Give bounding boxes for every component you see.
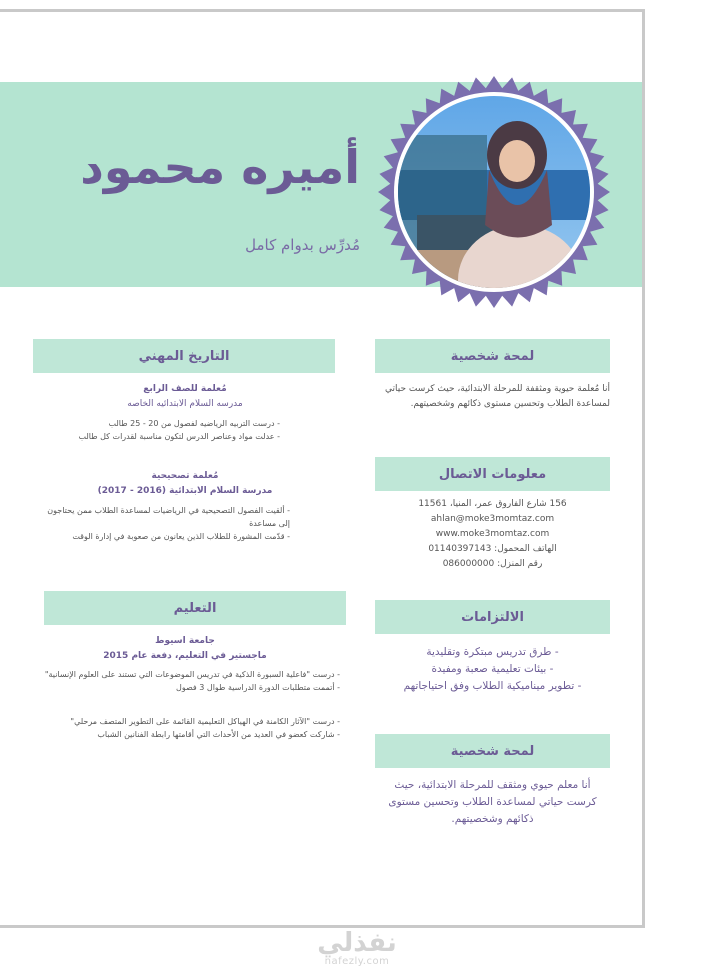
job-2-bullets [40,504,290,543]
profile-heading: لمحة شخصية [375,339,610,373]
profile-photo [377,75,611,309]
candidate-name: أميره محمود [80,140,360,194]
contact-heading: معلومات الاتصال [375,457,610,491]
nafezly-watermark [312,930,402,968]
contact-email: ahlan@moke3momtaz.com [430,514,555,524]
profile-text [375,382,610,412]
contact-website: www.moke3momtaz.com [435,529,550,539]
profile2-heading: لمحة شخصية [375,734,610,768]
contact-mobile: الهاتف المحمول: 01140397143 [428,544,557,554]
job-2-bullet: - قدّمت المشورة للطلاب الذين يعانون من صعوبة في إدارة الوقت [72,532,290,541]
job-1-bullet: - عدلت مواد وعناصر الدرس لتكون مناسبة لقدرات كل طالب [78,432,280,441]
watermark-latin: nafezly.com [324,956,390,967]
career-job-2 [40,469,330,499]
job-2-title: مُعلمة تصحيحية [151,471,219,481]
profile-paragraph: أنا مُعلمة حيوية ومثقفة للمرحلة الابتدائية، حيث كرست حياتي لمساعدة الطلاب وتحسين مستوى ذكائهم وشخصيتهم. [385,384,610,409]
commitment-item: - بيئات تعليمية صعبة ومفيدة [431,663,554,675]
commitment-item: - تطوير ميناميكية الطلاب وفق احتياجاتهم [403,680,582,692]
profile2-text [380,777,605,828]
education-degree: ماجستير في التعليم، دفعة عام 2015 [103,651,267,661]
job-1-bullets [40,417,280,443]
education-bullet: - أتممت متطلبات الدورة الدراسية طوال 3 فصول [176,683,340,692]
job-1-school: مدرسه السلام الابتدائيه الخاصه [127,399,243,409]
commitments-heading: الالتزامات [375,600,610,634]
cv-page [0,9,645,928]
contact-home-phone: رقم المنزل: 086000000 [442,559,543,569]
commitment-item: - طرق تدريس مبتكرة وتقليدية [426,646,559,658]
commitments-list [375,644,610,695]
education-bullet: - شاركت كعضو في العديد من الأحداث التي أقامتها رابطة الفنانين الشباب [97,730,340,739]
contact-info [375,497,610,572]
job-2-school: مدرسة السلام الابتدائية (2016 - 2017) [97,486,273,496]
job-title: مُدرِّس بدوام كامل [245,236,360,254]
career-job-1 [40,382,330,412]
scalloped-photo-frame [377,75,611,309]
job-1-title: مُعلمة للصف الرابع [143,384,227,394]
profile2-paragraph: أنا معلم حيوي ومثقف للمرحلة الابتدائية، حيث كرست حياتي لمساعدة الطلاب وتحسين مستوى ذكائهم وشخصيتهم. [388,779,597,825]
watermark-arabic: نفذلي [317,928,397,958]
education-bullet: - درست "الآثار الكامنة في الهياكل التعليمية القائمة على التطوير المتصف مرحلي" [70,717,340,726]
career-heading: التاريخ المهني [33,339,335,373]
education-bullet: - درست "فاعلية السبورة الذكية في تدريس الموضوعات التي تستند على العلوم الإنسانية" [44,670,340,679]
job-2-bullet: - ألقيت الفصول التصحيحية في الرياضيات لمساعدة الطلاب ممن يحتاجون إلى مساعدة [47,506,290,528]
education-bullets [40,668,340,694]
education-university: جامعة اسيوط [155,636,215,646]
contact-address: 156 شارع الفاروق عمر، المنيا، 11561 [418,499,567,509]
education-bullets-2 [40,715,340,741]
education-heading: التعليم [44,591,346,625]
job-1-bullet: - درست التربيه الرياضيه لفصول من 20 - 25 طالب [108,419,280,428]
education-entry [40,634,330,664]
